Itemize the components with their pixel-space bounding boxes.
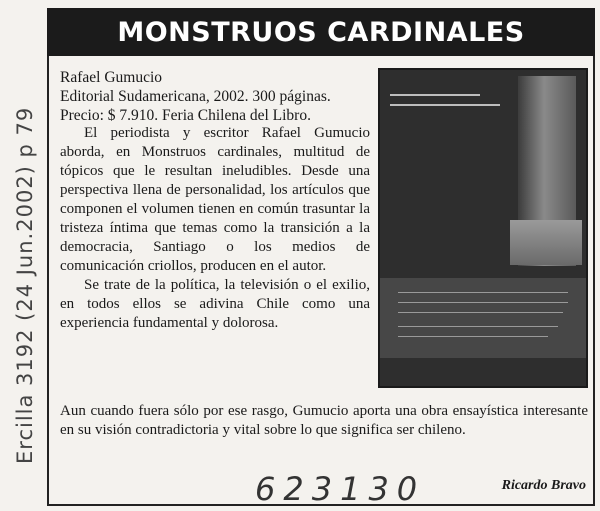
cover-title-line xyxy=(390,104,500,106)
reviewer-signature: Ricardo Bravo xyxy=(501,478,586,493)
book-details xyxy=(60,68,375,125)
review-body xyxy=(60,124,370,333)
cover-blurb-line xyxy=(398,292,568,293)
cover-text-band xyxy=(380,278,586,358)
handwritten-margin-note: Ercilla 3192 (24 Jun.2002) p 79 xyxy=(13,106,37,464)
paragraph-3-block xyxy=(60,402,588,440)
cover-blurb-line xyxy=(398,336,548,337)
paragraph-1: El periodista y escritor Rafael Gumucio aborda, en Monstruos cardinales, multitud de tópicos que le resultan ineludibles. Desde una perspectiva llena de personalidad, los artículos que componen el volumen tienen en común trasuntar la tristeza íntima que temas como la transición a la democracia, Santiago o los medios de comunicación criollos, producen en el autor. xyxy=(60,125,370,274)
cover-blurb-line xyxy=(398,312,563,313)
cover-column-base-graphic xyxy=(510,220,582,265)
paragraph-3: Aun cuando fuera sólo por ese rasgo, Gumucio aporta una obra ensayística interesante en su visión contradictoria y vital sobre lo que significa ser chileno. xyxy=(60,403,588,438)
article-title: MONSTRUOS CARDINALES xyxy=(47,8,595,56)
cover-blurb-line xyxy=(398,326,558,327)
price-line: Precio: $ 7.910. Feria Chilena del Libro. xyxy=(60,107,311,124)
publisher-line: Editorial Sudamericana, 2002. 300 páginas. xyxy=(60,88,331,105)
author-line: Rafael Gumucio xyxy=(60,69,163,86)
handwritten-number: 623130 xyxy=(255,470,426,508)
cover-blurb-line xyxy=(398,302,568,303)
cover-title-line xyxy=(390,94,480,96)
paragraph-2: Se trate de la política, la televisión o el exilio, en todos ellos se adivina Chile como una experiencia fundamental y dolorosa. xyxy=(60,277,370,331)
book-cover-image xyxy=(378,68,588,388)
